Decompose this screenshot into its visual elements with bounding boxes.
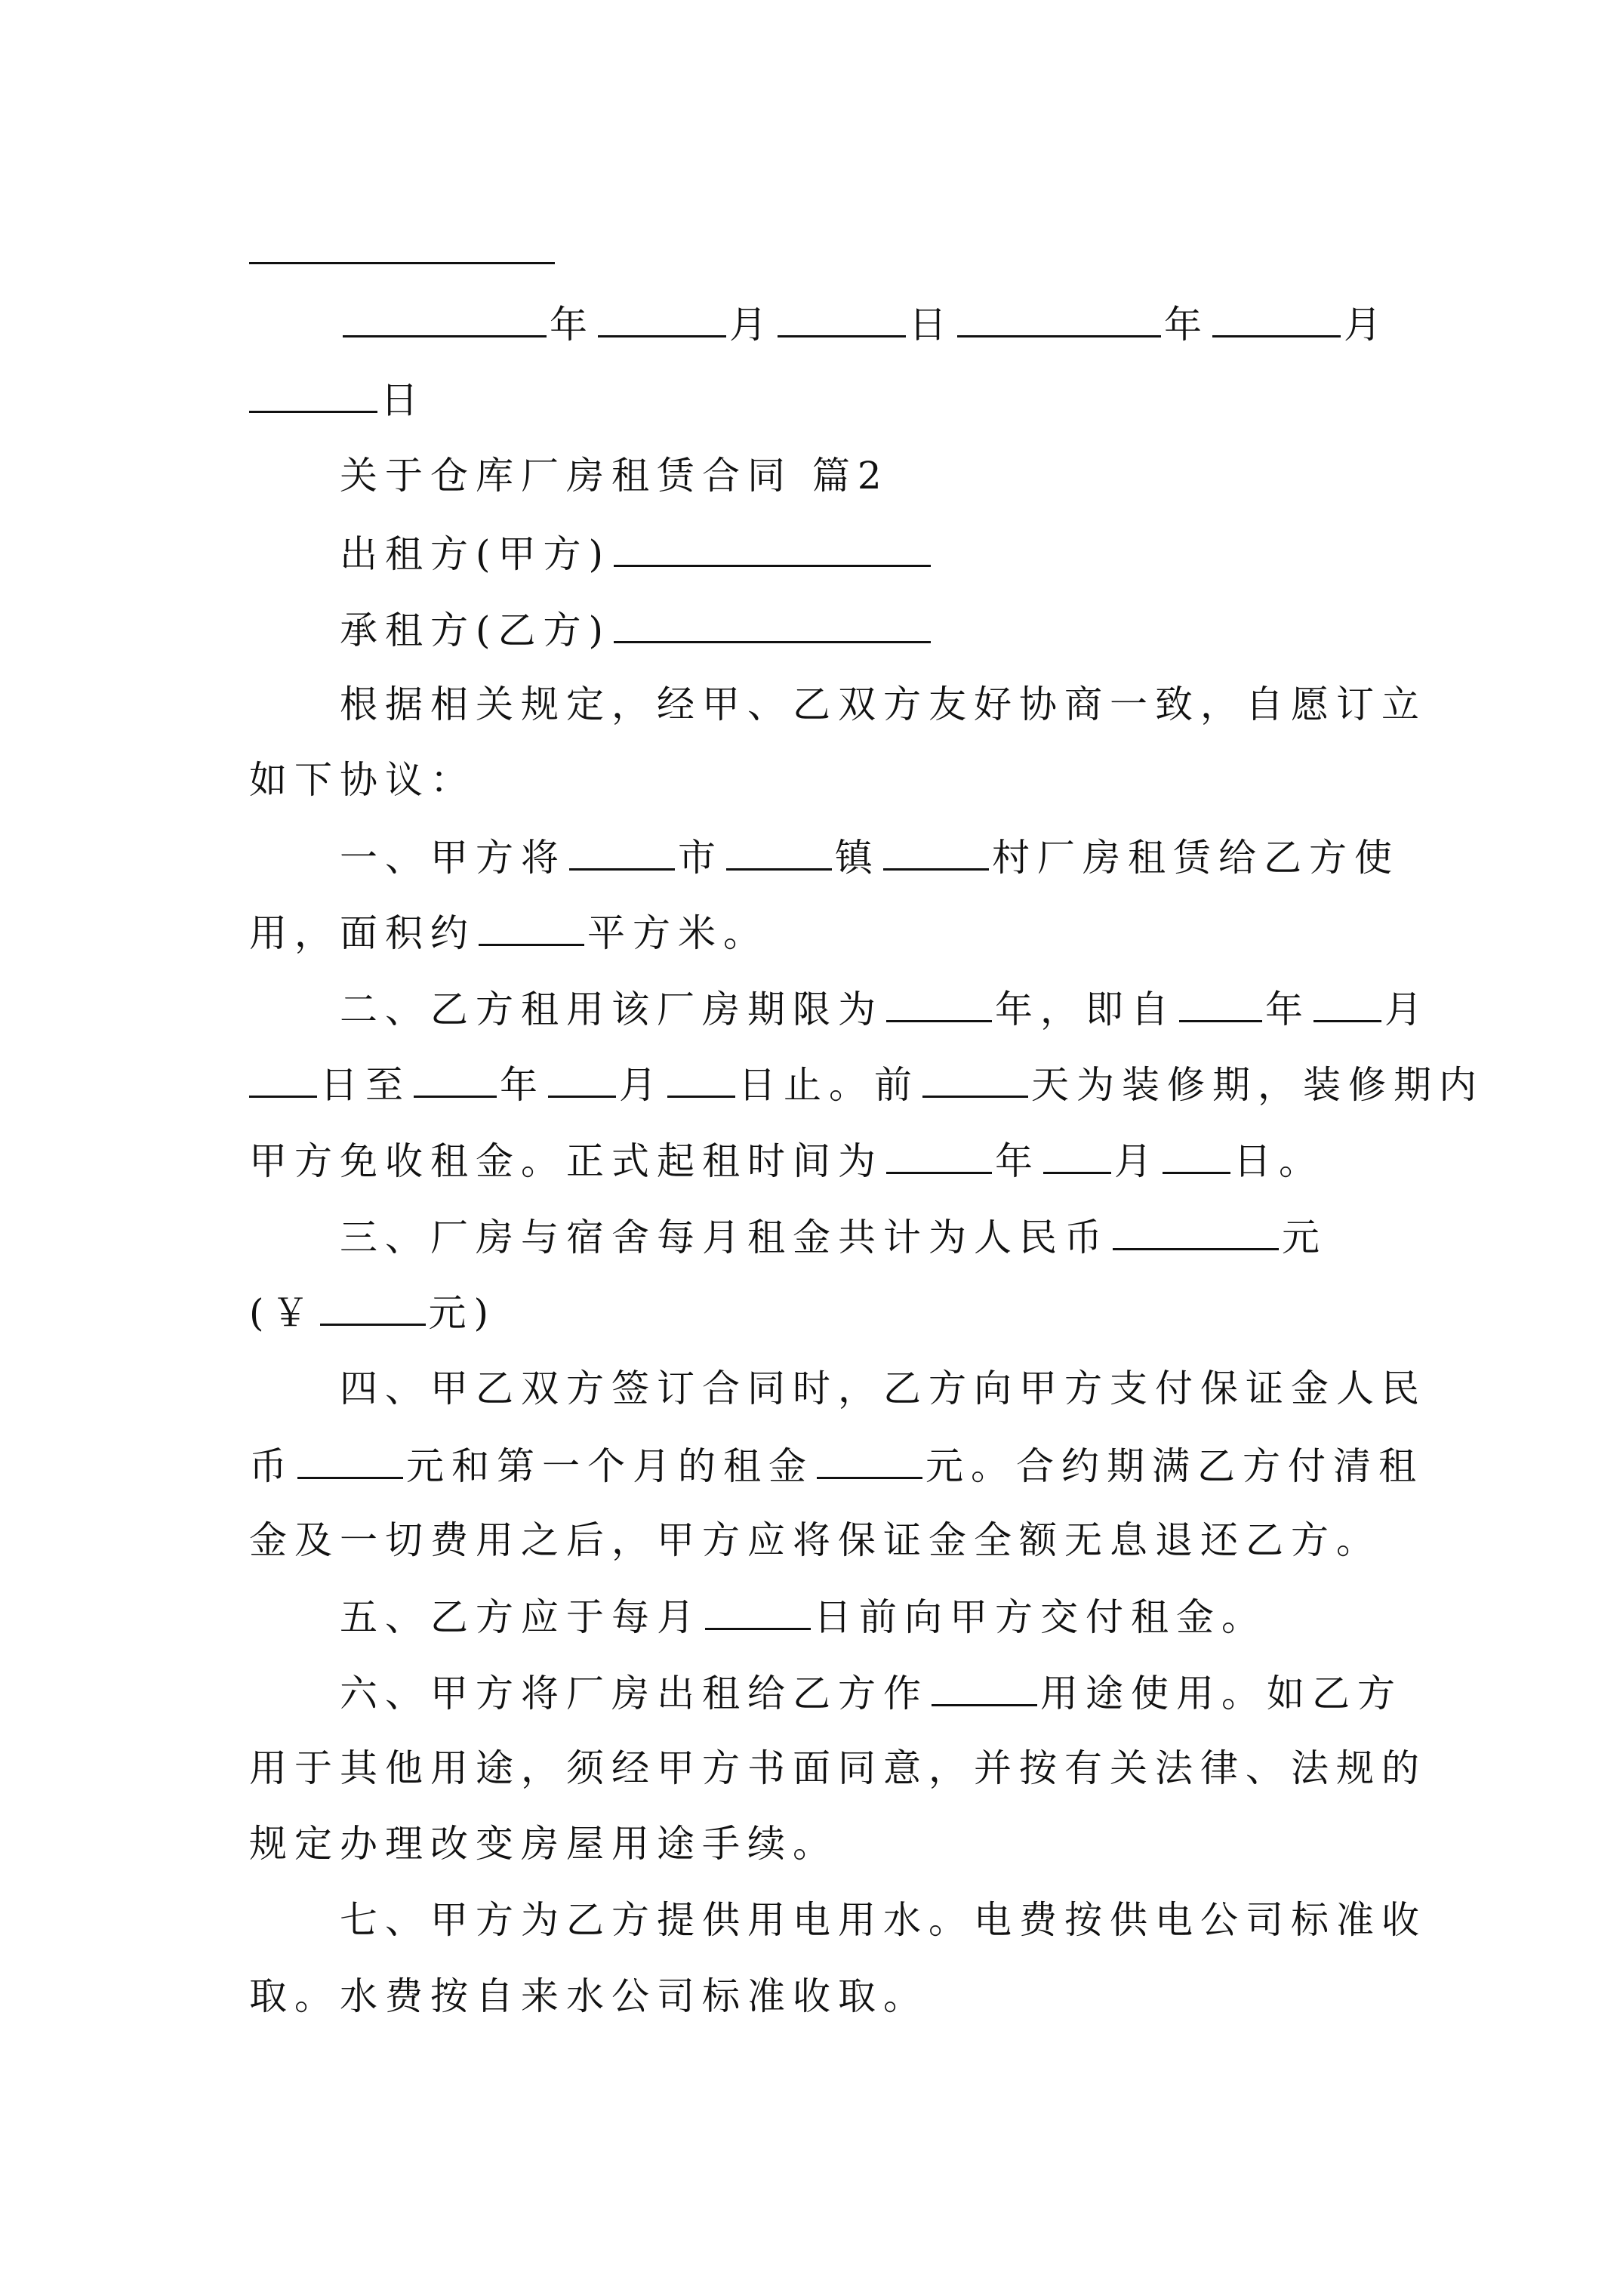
clause-text: 二、乙方租用该厂房期限为 [340,988,883,1031]
clause-text: 平方米。 [587,911,768,955]
intro-line-1: 根据相关规定，经甲、乙双方友好协商一致，自愿订立 [340,683,1427,726]
text-month: 月 [729,303,775,347]
clause-1-line-1 [340,834,1400,880]
clause-text: 年 [500,1063,545,1107]
lessor-line [340,530,1389,575]
blank-field[interactable] [886,1137,992,1174]
blank-field[interactable] [883,834,989,871]
lessee-blank[interactable] [614,606,931,643]
text-day: 日 [380,378,426,422]
clause-7-line-1: 七、甲方为乙方提供用电用水。电费按供电公司标准收 [340,1898,1427,1942]
clause-text: 年，即自 [995,988,1176,1031]
blank-field[interactable] [320,1289,426,1326]
lessor-label: 出租方(甲方) [340,532,611,576]
signature-blank-line [249,262,555,264]
blank-field[interactable] [249,376,377,413]
text-month: 月 [1344,303,1389,347]
blank-field[interactable] [569,834,675,871]
clause-text: 币 [249,1444,294,1488]
clause-text: 五、乙方应于每月 [340,1595,702,1639]
lessor-blank[interactable] [614,530,931,567]
blank-field[interactable] [886,985,992,1022]
clause-4-line-3: 金及一切费用之后，甲方应将保证金全额无息退还乙方。 [249,1518,1381,1562]
clause-2-line-1 [340,985,1430,1031]
blank-field[interactable] [1212,300,1341,337]
clause-text: 元。合约期满乙方付清租 [925,1444,1424,1488]
blank-field[interactable] [479,909,584,946]
clause-text: 天为装修期，装修期内 [1031,1063,1484,1107]
blank-field[interactable] [548,1061,616,1098]
clause-text: 六、甲方将厂房出租给乙方作 [340,1672,929,1715]
clause-6-line-1 [340,1669,1403,1715]
clause-text: 月 [1114,1139,1160,1183]
clause-2-line-3 [249,1137,1389,1182]
clause-text: 日至 [320,1063,411,1107]
clause-text: 年 [1265,988,1310,1031]
clause-text: 日。 [1233,1139,1324,1183]
contract-heading: 关于仓库厂房租赁合同 篇2 [340,454,889,498]
blank-field[interactable] [932,1669,1037,1706]
intro-line-2: 如下协议： [249,758,476,802]
clause-text: 日前向甲方交付租金。 [814,1595,1267,1639]
blank-field[interactable] [922,1061,1028,1098]
blank-field[interactable] [343,300,547,337]
date-line [340,300,1389,346]
lessee-line [340,606,1389,652]
blank-field[interactable] [726,834,832,871]
clause-text: 市 [678,836,723,880]
clause-2-line-2 [249,1061,1484,1107]
clause-text: 村厂房租赁给乙方使 [992,836,1400,880]
blank-field[interactable] [817,1442,922,1479]
clause-text: 甲方免收租金。正式起租时间为 [249,1139,883,1183]
clause-text: 三、厂房与宿舍每月租金共计为人民币 [340,1216,1110,1259]
clause-text: (￥ [249,1291,317,1335]
text-year: 年 [550,303,595,347]
blank-field[interactable] [957,300,1161,337]
clause-text: 元 [1282,1216,1327,1259]
blank-field[interactable] [297,1442,403,1479]
blank-field[interactable] [1113,1213,1279,1250]
blank-field[interactable] [1179,985,1262,1022]
clause-text: 年 [995,1139,1040,1183]
text-year: 年 [1164,303,1209,347]
clause-text: 月 [1384,988,1430,1031]
clause-6-line-2: 用于其他用途，须经甲方书面同意，并按有关法律、法规的 [249,1746,1427,1790]
date-line-cont [249,376,1389,421]
blank-field[interactable] [705,1593,811,1630]
clause-3-line-2 [249,1289,1389,1334]
clause-6-line-3: 规定办理改变房屋用途手续。 [249,1822,838,1866]
blank-field[interactable] [1313,985,1381,1022]
clause-text: 一、甲方将 [340,836,566,880]
clause-5-line-1 [340,1593,1389,1638]
clause-3-line-1 [340,1213,1389,1259]
blank-field[interactable] [414,1061,497,1098]
clause-4-line-1: 四、甲乙双方签订合同时，乙方向甲方支付保证金人民 [340,1367,1427,1410]
text-day: 日 [909,303,954,347]
clause-text: 日止。前 [738,1063,919,1107]
clause-1-line-2 [249,909,1389,954]
clause-text: 用，面积约 [249,911,476,955]
clause-text: 镇 [835,836,880,880]
blank-field[interactable] [667,1061,735,1098]
clause-text: 月 [619,1063,664,1107]
blank-field[interactable] [778,300,906,337]
blank-field[interactable] [1043,1137,1111,1174]
clause-text: 用途使用。如乙方 [1040,1672,1403,1715]
clause-text: 元) [428,1291,497,1335]
clause-text: 元和第一个月的租金 [406,1444,814,1488]
clause-4-line-2 [249,1442,1424,1488]
blank-field[interactable] [1163,1137,1230,1174]
lessee-label: 承租方(乙方) [340,609,611,652]
blank-field[interactable] [598,300,726,337]
clause-7-line-2: 取。水费按自来水公司标准收取。 [249,1974,929,2018]
blank-field[interactable] [249,1061,317,1098]
